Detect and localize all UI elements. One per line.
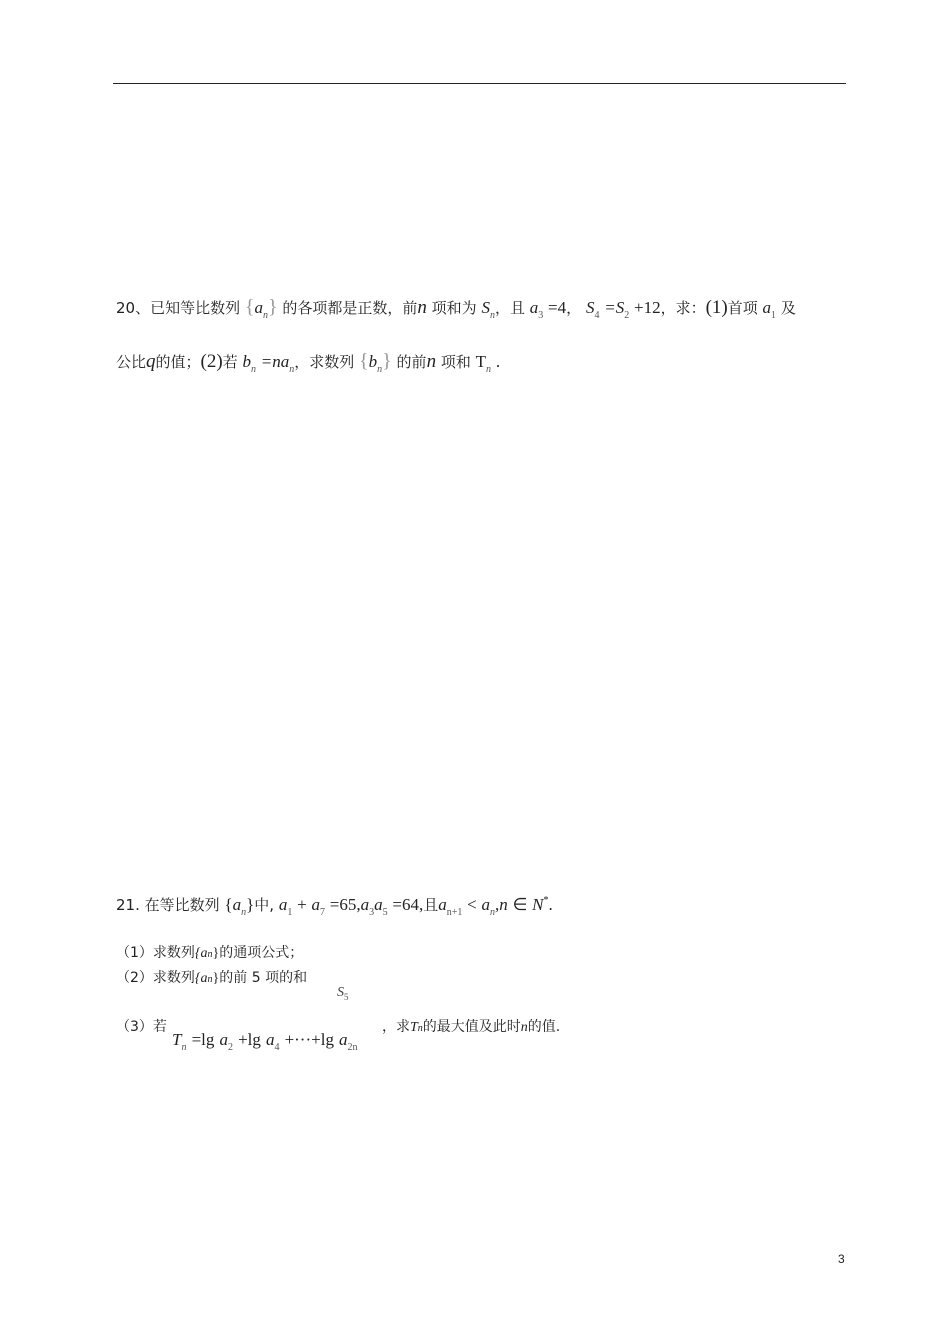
period: . bbox=[495, 352, 501, 371]
var-S: S bbox=[481, 298, 490, 317]
seq-a-21: a bbox=[232, 895, 242, 914]
part3-Tn: T bbox=[410, 1020, 418, 1035]
question-21-part-3 bbox=[116, 1016, 167, 1036]
part3-text-2: 的最大值及此时 bbox=[422, 1019, 521, 1035]
var-S4: S bbox=[585, 298, 595, 317]
var-b-sub: n bbox=[250, 364, 256, 375]
question-21-part-1 bbox=[116, 942, 303, 962]
var-T: T bbox=[475, 352, 487, 371]
q21-number-text: 21. 在等比数列 bbox=[116, 896, 220, 914]
var-a2n-sub: 2n bbox=[347, 1042, 358, 1053]
var-S5-sub: 5 bbox=[344, 992, 349, 1002]
part-2-label: (2) bbox=[200, 351, 223, 372]
part3-Tn-sub: n bbox=[417, 1023, 423, 1034]
var-S5: S bbox=[337, 985, 344, 1000]
brace-open: { bbox=[244, 296, 255, 318]
var-T-sub: n bbox=[486, 364, 492, 375]
var-a2n: a bbox=[339, 1030, 348, 1049]
q20-l2-text-1: 公比 bbox=[116, 353, 147, 371]
var-Tn-sub: n bbox=[181, 1042, 187, 1053]
var-a3-21-sub: 3 bbox=[369, 907, 375, 918]
part1-seq: {a bbox=[194, 946, 208, 961]
set-N: N bbox=[532, 895, 544, 914]
page-number: 3 bbox=[838, 1252, 845, 1266]
question-20-line-2 bbox=[116, 350, 500, 373]
var-an: a bbox=[481, 895, 491, 914]
brace-close: } bbox=[267, 296, 278, 318]
var-n: n bbox=[417, 297, 427, 318]
var-a2: a bbox=[219, 1030, 228, 1049]
plus: + bbox=[297, 895, 307, 914]
part1-label: （1）求数列 bbox=[116, 945, 195, 961]
var-a1-21: a bbox=[278, 895, 288, 914]
var-S-sub: n bbox=[489, 310, 495, 321]
var-a3-sub: 3 bbox=[538, 310, 544, 321]
var-an1: a bbox=[438, 895, 447, 914]
q20-l2-text-3: 若 bbox=[222, 353, 238, 371]
var-a4: a bbox=[265, 1030, 275, 1049]
plus-lg: +lg bbox=[238, 1030, 261, 1049]
var-a1-21-sub: 1 bbox=[287, 907, 293, 918]
part3-label: （3）若 bbox=[116, 1019, 167, 1035]
q20-number-text: 20、已知等比数列 bbox=[116, 299, 241, 317]
var-an1-sub: n+1 bbox=[446, 907, 463, 918]
element-of: ∈ bbox=[512, 895, 528, 914]
var-b: b bbox=[242, 352, 251, 371]
eq-na: =na bbox=[260, 352, 290, 371]
var-a3: a bbox=[529, 298, 539, 317]
eq-na-sub: n bbox=[289, 364, 295, 375]
seq-a-sub: n bbox=[262, 310, 268, 321]
eq-S2: =S bbox=[604, 298, 625, 317]
plus-12: +12 bbox=[633, 298, 661, 317]
period-21: . bbox=[548, 895, 553, 914]
var-a1: a bbox=[762, 298, 772, 317]
q20-text-4: ，求： bbox=[660, 299, 706, 317]
q20-text-2: 项和为 bbox=[431, 299, 477, 317]
var-a5-sub: 5 bbox=[382, 907, 388, 918]
var-a5: a bbox=[374, 895, 383, 914]
var-a1-sub: 1 bbox=[771, 310, 777, 321]
part2-seq-close: } bbox=[212, 971, 220, 986]
question-20-line-1 bbox=[116, 296, 796, 319]
seq-a-21-sub: n bbox=[241, 907, 247, 918]
comma-21: , bbox=[495, 895, 500, 914]
q20-text-6: 及 bbox=[780, 299, 796, 317]
q20-l2-text-5: 的前 bbox=[396, 353, 427, 371]
part3-n: n bbox=[520, 1020, 528, 1035]
var-a7-sub: 7 bbox=[319, 907, 325, 918]
q20-text-1: 的各项都是正数，前 bbox=[282, 299, 418, 317]
part3-text-1: ，求 bbox=[382, 1019, 410, 1035]
eq-64: =64, bbox=[392, 895, 424, 914]
seq-b: b bbox=[368, 352, 378, 371]
part2-S5 bbox=[337, 981, 349, 1001]
var-a3-21: a bbox=[360, 895, 370, 914]
seq-a: a bbox=[254, 298, 263, 317]
var-n-21: n bbox=[499, 895, 508, 914]
qie-text: 且 bbox=[423, 896, 439, 914]
dots-lg: +···+lg bbox=[284, 1030, 334, 1049]
q20-l2-text-6: 项和 bbox=[440, 353, 471, 371]
question-21-stem bbox=[116, 894, 553, 918]
part1-seq-close: } bbox=[212, 946, 220, 961]
seq-open: { bbox=[224, 895, 233, 914]
q20-text-5: 首项 bbox=[727, 299, 758, 317]
var-a7: a bbox=[311, 895, 320, 914]
comma: ， bbox=[566, 299, 582, 317]
set-N-star: * bbox=[543, 895, 549, 906]
part1-text: 的通项公式； bbox=[219, 945, 304, 961]
var-q: q bbox=[146, 351, 156, 372]
var-a2-sub: 2 bbox=[227, 1042, 233, 1053]
question-21-part-2 bbox=[116, 967, 307, 987]
part2-label: （2）求数列 bbox=[116, 970, 195, 986]
a3-eq: =4 bbox=[548, 298, 567, 317]
part2-seq: {a bbox=[194, 971, 208, 986]
seq-close: } bbox=[246, 895, 255, 914]
less-than: < bbox=[467, 895, 477, 914]
brace-close-b: } bbox=[382, 350, 392, 372]
eq-65: =65, bbox=[329, 895, 361, 914]
var-a4-sub: 4 bbox=[274, 1042, 280, 1053]
part2-text: 的前 5 项的和 bbox=[219, 970, 308, 986]
seq-b-sub: n bbox=[377, 364, 383, 375]
q20-l2-text-4: ，求数列 bbox=[294, 353, 355, 371]
part3-text-3: 的值. bbox=[527, 1019, 561, 1035]
part3-tail bbox=[382, 1016, 560, 1036]
var-an-sub: n bbox=[490, 907, 496, 918]
var-n-2: n bbox=[426, 351, 437, 372]
part2-seq-sub: n bbox=[207, 974, 213, 985]
zhong-text: 中, bbox=[254, 896, 275, 914]
part3-formula bbox=[172, 1030, 358, 1053]
part1-seq-sub: n bbox=[207, 949, 213, 960]
var-S2-sub: 2 bbox=[624, 310, 630, 321]
header-rule bbox=[113, 83, 846, 84]
var-Tn: T bbox=[172, 1030, 182, 1049]
part-1-label: (1) bbox=[705, 297, 728, 318]
eq-lg: =lg bbox=[191, 1030, 215, 1049]
q20-text-3: ，且 bbox=[494, 299, 525, 317]
brace-open-b: { bbox=[359, 350, 369, 372]
q20-l2-text-2: 的值； bbox=[155, 353, 201, 371]
var-S4-sub: 4 bbox=[594, 310, 600, 321]
